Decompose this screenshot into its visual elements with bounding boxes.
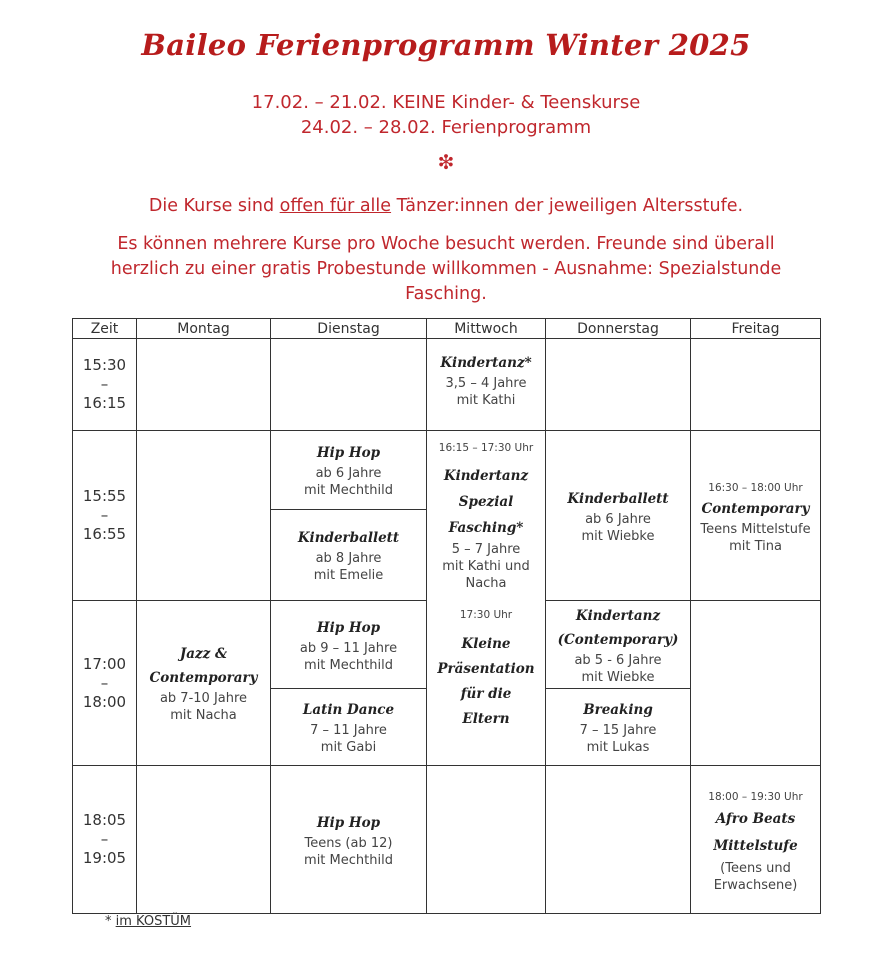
class-time: 16:30 – 18:00 Uhr: [708, 481, 803, 494]
info-text-after: Tänzer:innen der jeweiligen Altersstufe.: [391, 196, 744, 216]
empty-cell: [136, 430, 271, 601]
empty-cell: [545, 765, 691, 914]
header-label: Mittwoch: [454, 320, 518, 337]
time-slot-1: [72, 338, 137, 431]
presentation-title: Präsentation: [437, 661, 535, 677]
header-montag: [136, 318, 271, 339]
class-teacher: mit Tina: [729, 538, 782, 554]
presentation-title: für die: [460, 686, 512, 702]
class-age: Teens (ab 12): [304, 835, 393, 851]
class-teacher: mit Gabi: [320, 740, 377, 755]
class-di-latin-dance: [270, 688, 427, 766]
footnote: [105, 914, 191, 929]
class-name: Kindertanz: [443, 468, 529, 484]
class-name: (Contemporary): [557, 631, 679, 648]
class-do-kindertanz-contemporary: [545, 600, 691, 689]
class-teacher: mit Nacha: [170, 708, 237, 723]
class-mo-jazz-contemporary: [136, 600, 271, 766]
footnote-text: im KOSTÜM: [115, 914, 192, 929]
header-zeit: [72, 318, 137, 339]
ornament-icon: ❇: [437, 150, 455, 174]
class-time: 16:15 – 17:30 Uhr: [438, 442, 534, 454]
class-teacher: mit Kathi und: [442, 559, 530, 574]
empty-cell: [426, 765, 546, 914]
empty-cell: [136, 765, 271, 914]
header-label: Zeit: [90, 320, 119, 337]
class-age: ab 6 Jahre: [315, 466, 382, 481]
header-label: Montag: [177, 320, 230, 337]
class-teacher: mit Kathi: [456, 393, 516, 408]
class-teacher: mit Mechthild: [304, 852, 393, 868]
presentation-title: Eltern: [462, 711, 510, 727]
class-age: 3,5 – 4 Jahre: [445, 376, 527, 391]
time-slot-2: [72, 430, 137, 601]
header-dienstag: [270, 318, 427, 339]
class-name: Hip Hop: [316, 619, 381, 636]
class-name: Kindertanz*: [440, 355, 532, 371]
class-name: Breaking: [583, 702, 653, 718]
class-fr-afro-beats: [690, 765, 821, 914]
time-start: 18:05: [82, 811, 127, 829]
class-name: Fasching*: [448, 520, 524, 536]
info-text-underlined: offen für alle: [279, 196, 392, 216]
class-name: Jazz &: [179, 646, 228, 662]
header-label: Donnerstag: [577, 320, 659, 337]
class-di-hiphop-6: [270, 430, 427, 510]
class-name: Contemporary: [149, 670, 258, 686]
class-name: Kindertanz: [575, 607, 661, 624]
empty-cell: [136, 338, 271, 431]
class-di-hiphop-9: [270, 600, 427, 689]
class-mi-kindertanz: [426, 338, 546, 431]
class-teacher: mit Emelie: [313, 568, 384, 583]
header-mittwoch: [426, 318, 546, 339]
time-start: 15:30: [82, 356, 127, 374]
class-teacher: mit Wiebke: [581, 669, 655, 685]
time-dash: –: [100, 506, 109, 524]
class-teacher: mit Mechthild: [304, 657, 393, 673]
footnote-star: *: [105, 914, 116, 929]
time-end: 19:05: [82, 849, 127, 867]
class-do-breaking: [545, 688, 691, 766]
info-text-before: Die Kurse sind: [148, 196, 280, 216]
class-age: ab 7-10 Jahre: [159, 691, 248, 706]
header-label: Freitag: [731, 320, 780, 337]
class-info: Erwachsene): [713, 877, 798, 893]
class-teacher: Nacha: [465, 576, 507, 591]
class-mi-kindertanz-spezial-fasching: [426, 430, 546, 766]
header-label: Dienstag: [317, 320, 380, 337]
multiple-classes-note: Es können mehrere Kurse pro Woche besucht werden. Freunde sind überall herzlich zu einer gratis Probestunde willkommen - Ausnahme: Spezialstunde Fasching.: [110, 234, 782, 304]
empty-cell: [270, 338, 427, 431]
time-end: 18:00: [82, 692, 127, 711]
class-name: Kinderballett: [567, 490, 669, 507]
time-end: 16:15: [82, 394, 127, 412]
class-name: Contemporary: [701, 500, 810, 517]
class-teacher: mit Lukas: [586, 740, 650, 755]
class-time: 18:00 – 19:30 Uhr: [708, 790, 803, 803]
presentation-time: 17:30 Uhr: [459, 609, 513, 621]
header-freitag: [690, 318, 821, 339]
class-age: ab 8 Jahre: [315, 551, 382, 566]
class-di-kinderballett: [270, 509, 427, 601]
date-info: [0, 90, 892, 140]
class-info: (Teens und: [720, 860, 791, 876]
time-slot-4: [72, 765, 137, 914]
time-end: 16:55: [82, 525, 127, 543]
class-age: ab 9 – 11 Jahre: [299, 640, 398, 656]
time-start: 15:55: [82, 487, 127, 505]
open-for-all-note: [0, 196, 892, 216]
class-name: Hip Hop: [316, 445, 381, 461]
class-age: 7 – 11 Jahre: [310, 723, 387, 738]
class-age: 5 – 7 Jahre: [451, 542, 521, 557]
class-teacher: mit Wiebke: [581, 528, 655, 544]
class-name: Latin Dance: [302, 702, 395, 718]
time-dash: –: [100, 375, 109, 393]
header-donnerstag: [545, 318, 691, 339]
presentation-title: Kleine: [461, 636, 511, 652]
class-di-hiphop-teens: [270, 765, 427, 914]
class-name: Kinderballett: [297, 530, 400, 546]
time-dash: –: [100, 673, 109, 692]
class-name: Hip Hop: [316, 814, 381, 831]
time-start: 17:00: [82, 654, 127, 673]
empty-cell: [545, 338, 691, 431]
class-teacher: mit Mechthild: [304, 483, 393, 498]
class-name: Afro Beats: [715, 810, 796, 827]
class-age: ab 6 Jahre: [585, 511, 651, 527]
time-dash: –: [100, 830, 109, 848]
class-name: Mittelstufe: [713, 837, 798, 854]
empty-cell: [690, 600, 821, 766]
page-title: Baileo Ferienprogramm Winter 2025: [141, 28, 751, 62]
date-line-holiday-program: 24.02. – 28.02. Ferienprogramm: [300, 117, 592, 138]
empty-cell: [690, 338, 821, 431]
class-age: Teens Mittelstufe: [700, 521, 811, 537]
class-age: ab 5 - 6 Jahre: [574, 652, 662, 668]
class-name: Spezial: [458, 494, 514, 510]
class-age: 7 – 15 Jahre: [579, 723, 657, 738]
time-slot-3: [72, 600, 137, 766]
class-do-kinderballett: [545, 430, 691, 601]
class-fr-contemporary: [690, 430, 821, 601]
date-line-no-classes: 17.02. – 21.02. KEINE Kinder- & Teenskurse: [251, 92, 641, 113]
